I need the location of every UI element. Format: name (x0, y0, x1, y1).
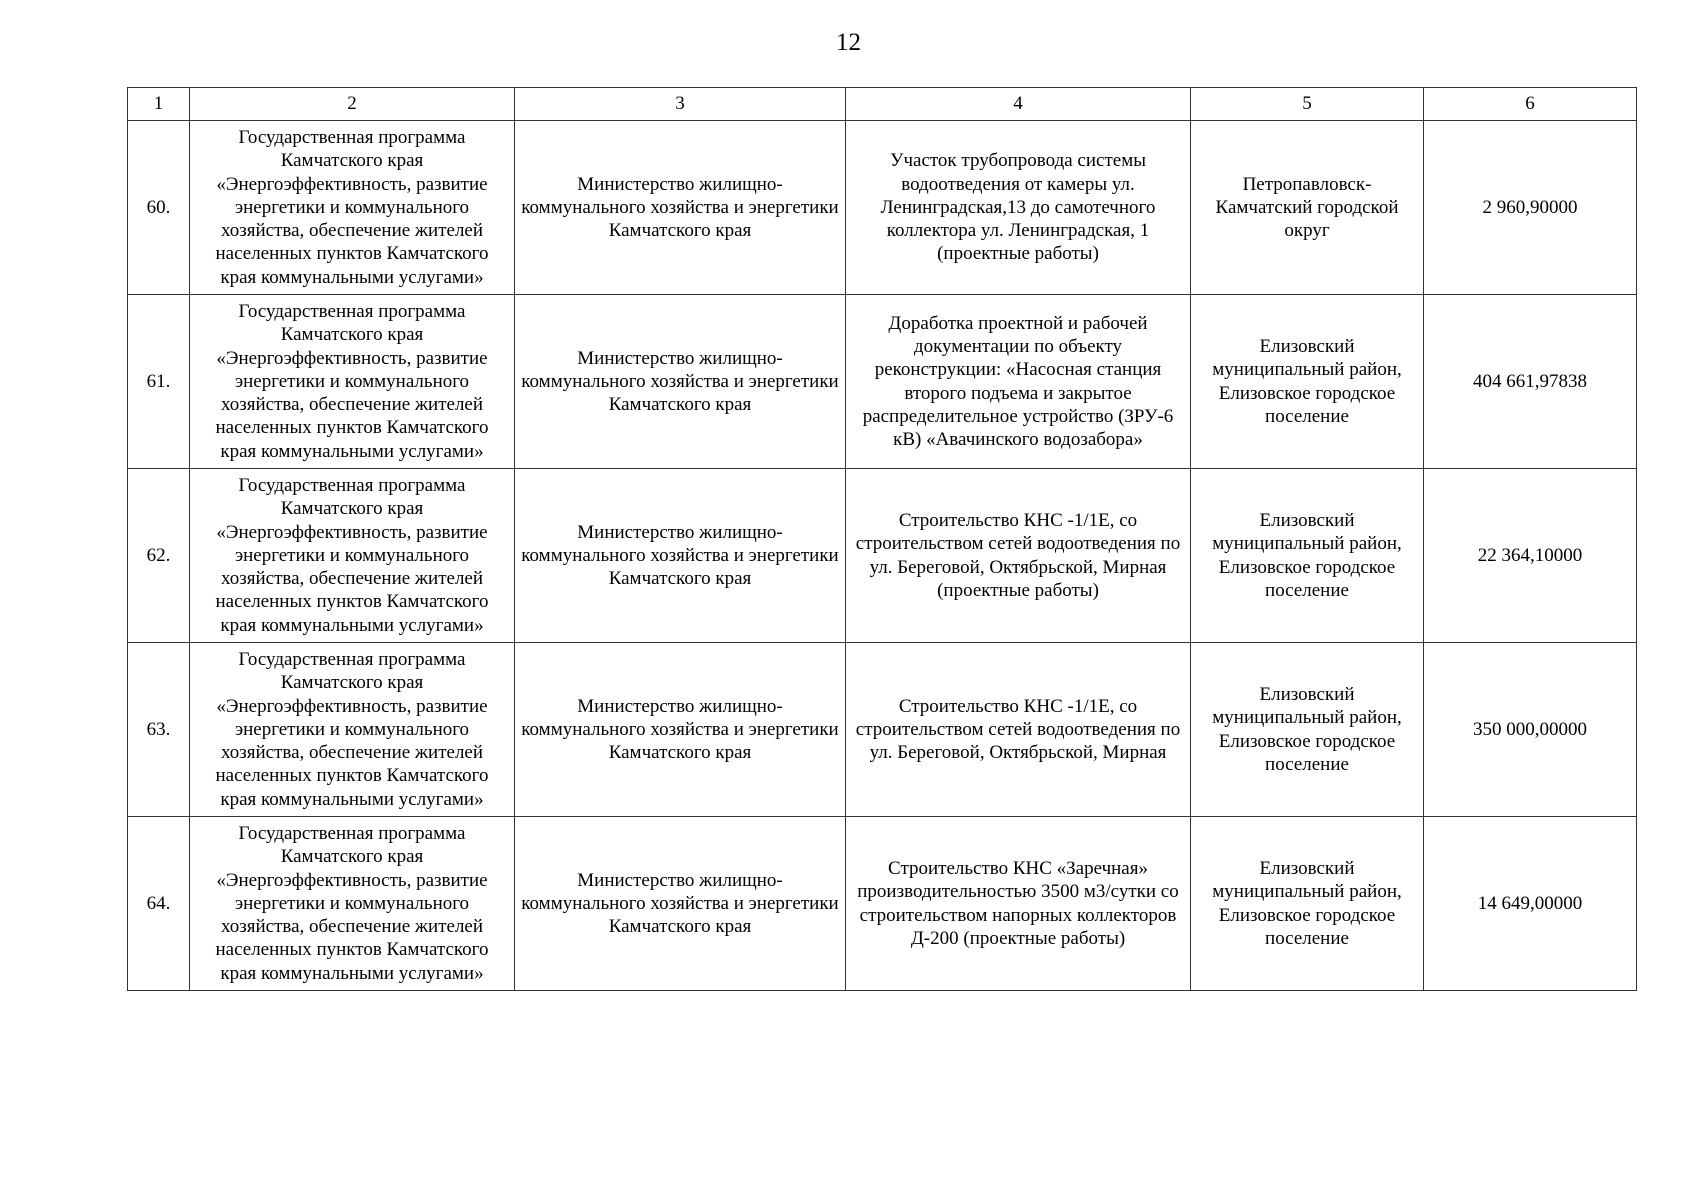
object-cell: Строительство КНС -1/1Е, со строительством сетей водоотведения по ул. Береговой, Октябрьской, Мирная (846, 643, 1191, 817)
ministry-cell: Министерство жилищно-коммунального хозяйства и энергетики Камчатского края (515, 469, 846, 643)
column-header: 2 (190, 88, 515, 121)
object-cell: Строительство КНС -1/1Е, со строительством сетей водоотведения по ул. Береговой, Октябрьской, Мирная (проектные работы) (846, 469, 1191, 643)
row-number: 60. (128, 121, 190, 295)
table-row (128, 817, 1637, 991)
table-row (128, 643, 1637, 817)
municipality-cell: Елизовский муниципальный район, Елизовское городское поселение (1191, 643, 1424, 817)
table-row (128, 295, 1637, 469)
table-header-row (128, 88, 1637, 121)
row-number: 63. (128, 643, 190, 817)
program-cell: Государственная программа Камчатского края «Энергоэффективность, развитие энергетики и коммунального хозяйства, обеспечение жителей населенных пунктов Камчатского края коммунальными услугами» (190, 295, 515, 469)
municipality-cell: Елизовский муниципальный район, Елизовское городское поселение (1191, 817, 1424, 991)
ministry-cell: Министерство жилищно-коммунального хозяйства и энергетики Камчатского края (515, 643, 846, 817)
column-header: 6 (1424, 88, 1637, 121)
object-cell: Строительство КНС «Заречная» производительностью 3500 м3/сутки со строительством напорных коллекторов Д-200 (проектные работы) (846, 817, 1191, 991)
program-cell: Государственная программа Камчатского края «Энергоэффективность, развитие энергетики и коммунального хозяйства, обеспечение жителей населенных пунктов Камчатского края коммунальными услугами» (190, 643, 515, 817)
amount-cell: 350 000,00000 (1424, 643, 1637, 817)
row-number: 64. (128, 817, 190, 991)
data-table (127, 87, 1637, 991)
row-number: 62. (128, 469, 190, 643)
ministry-cell: Министерство жилищно-коммунального хозяйства и энергетики Камчатского края (515, 295, 846, 469)
municipality-cell: Елизовский муниципальный район, Елизовское городское поселение (1191, 295, 1424, 469)
program-cell: Государственная программа Камчатского края «Энергоэффективность, развитие энергетики и коммунального хозяйства, обеспечение жителей населенных пунктов Камчатского края коммунальными услугами» (190, 817, 515, 991)
program-cell: Государственная программа Камчатского края «Энергоэффективность, развитие энергетики и коммунального хозяйства, обеспечение жителей населенных пунктов Камчатского края коммунальными услугами» (190, 121, 515, 295)
column-header: 1 (128, 88, 190, 121)
page-number: 12 (836, 29, 861, 56)
table-row (128, 469, 1637, 643)
column-header: 3 (515, 88, 846, 121)
amount-cell: 14 649,00000 (1424, 817, 1637, 991)
ministry-cell: Министерство жилищно-коммунального хозяйства и энергетики Камчатского края (515, 121, 846, 295)
amount-cell: 2 960,90000 (1424, 121, 1637, 295)
amount-cell: 22 364,10000 (1424, 469, 1637, 643)
table-row (128, 121, 1637, 295)
object-cell: Участок трубопровода системы водоотведения от камеры ул. Ленинградская,13 до самотечного коллектора ул. Ленинградская, 1 (проектные работы) (846, 121, 1191, 295)
program-cell: Государственная программа Камчатского края «Энергоэффективность, развитие энергетики и коммунального хозяйства, обеспечение жителей населенных пунктов Камчатского края коммунальными услугами» (190, 469, 515, 643)
object-cell: Доработка проектной и рабочей документации по объекту реконструкции: «Насосная станция второго подъема и закрытое распределительное устройство (ЗРУ-6 кВ) «Авачинского водозабора» (846, 295, 1191, 469)
amount-cell: 404 661,97838 (1424, 295, 1637, 469)
row-number: 61. (128, 295, 190, 469)
column-header: 4 (846, 88, 1191, 121)
column-header: 5 (1191, 88, 1424, 121)
municipality-cell: Елизовский муниципальный район, Елизовское городское поселение (1191, 469, 1424, 643)
ministry-cell: Министерство жилищно-коммунального хозяйства и энергетики Камчатского края (515, 817, 846, 991)
municipality-cell: Петропавловск-Камчатский городской округ (1191, 121, 1424, 295)
